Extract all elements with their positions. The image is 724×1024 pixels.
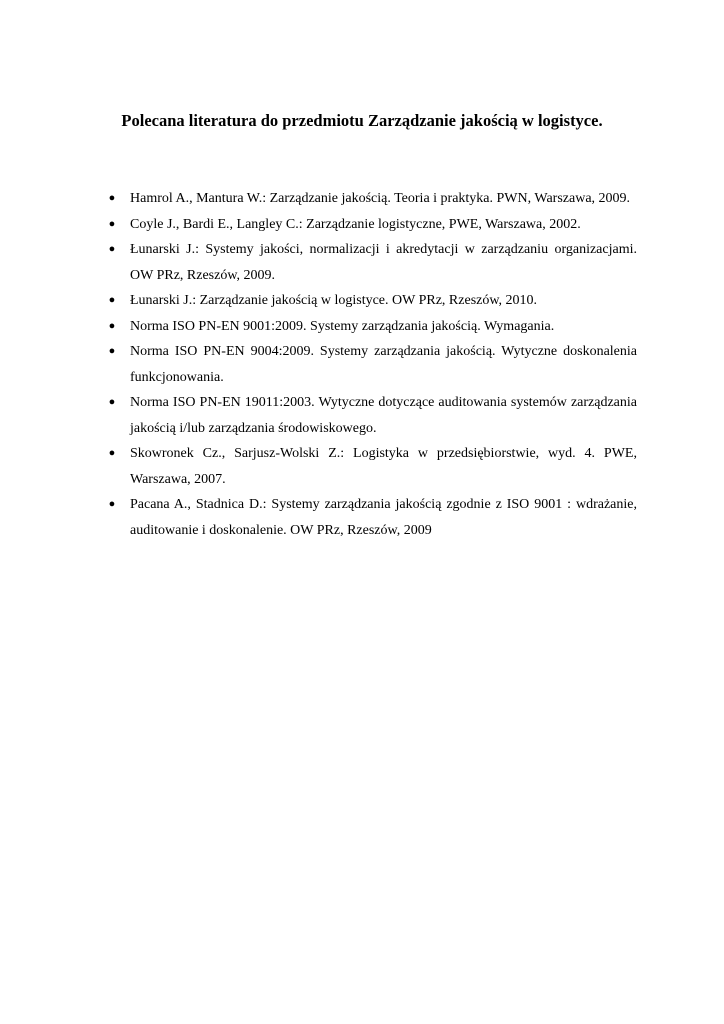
bullet-icon: ● (108, 345, 116, 357)
list-item (108, 441, 637, 492)
reference-text: Hamrol A., Mantura W.: Zarządzanie jakością. Teoria i praktyka. PWN, Warszawa, 2009. (130, 191, 631, 206)
bullet-icon: ● (108, 319, 116, 332)
page-title: Polecana literatura do przedmiotu Zarządzanie jakością w logistyce. (121, 111, 603, 130)
reference-text: Łunarski J.: Systemy jakości, normalizacji i akredytacji w zarządzaniu organizacjami. OW PRz, Rzeszów, 2009. (130, 242, 637, 283)
bullet-icon: ● (108, 243, 116, 255)
bullet-icon: ● (108, 498, 116, 510)
reference-text: Norma ISO PN-EN 19011:2003. Wytyczne dotyczące auditowania systemów zarządzania jakością i/lub zarządzania środowiskowego. (130, 395, 637, 436)
reference-text: Łunarski J.: Zarządzanie jakością w logistyce. OW PRz, Rzeszów, 2010. (130, 293, 538, 308)
list-item (108, 339, 637, 390)
bullet-icon: ● (108, 192, 116, 204)
reference-text: Coyle J., Bardi E., Langley C.: Zarządzanie logistyczne, PWE, Warszawa, 2002. (130, 216, 581, 232)
list-item (108, 212, 637, 238)
list-item (108, 186, 637, 212)
list-item (108, 314, 637, 340)
list-item (108, 390, 637, 441)
reference-list (108, 186, 637, 543)
reference-text: Skowronek Cz., Sarjusz-Wolski Z.: Logistyka w przedsiębiorstwie, wyd. 4. PWE, Warszawa, 2007. (130, 446, 637, 487)
reference-text: Pacana A., Stadnica D.: Systemy zarządzania jakością zgodnie z ISO 9001 : wdrażanie, auditowanie i doskonalenie. OW PRz, Rzeszów, 2009 (130, 497, 637, 538)
bullet-icon: ● (108, 217, 116, 230)
reference-text: Norma ISO PN-EN 9004:2009. Systemy zarządzania jakością. Wytyczne doskonalenia funkcjonowania. (130, 344, 637, 385)
list-item (108, 492, 637, 543)
bullet-icon: ● (108, 294, 116, 306)
bullet-icon: ● (108, 447, 116, 459)
reference-text: Norma ISO PN-EN 9001:2009. Systemy zarządzania jakością. Wymagania. (130, 318, 555, 334)
bullet-icon: ● (108, 396, 116, 408)
list-item (108, 237, 637, 288)
list-item (108, 288, 637, 314)
